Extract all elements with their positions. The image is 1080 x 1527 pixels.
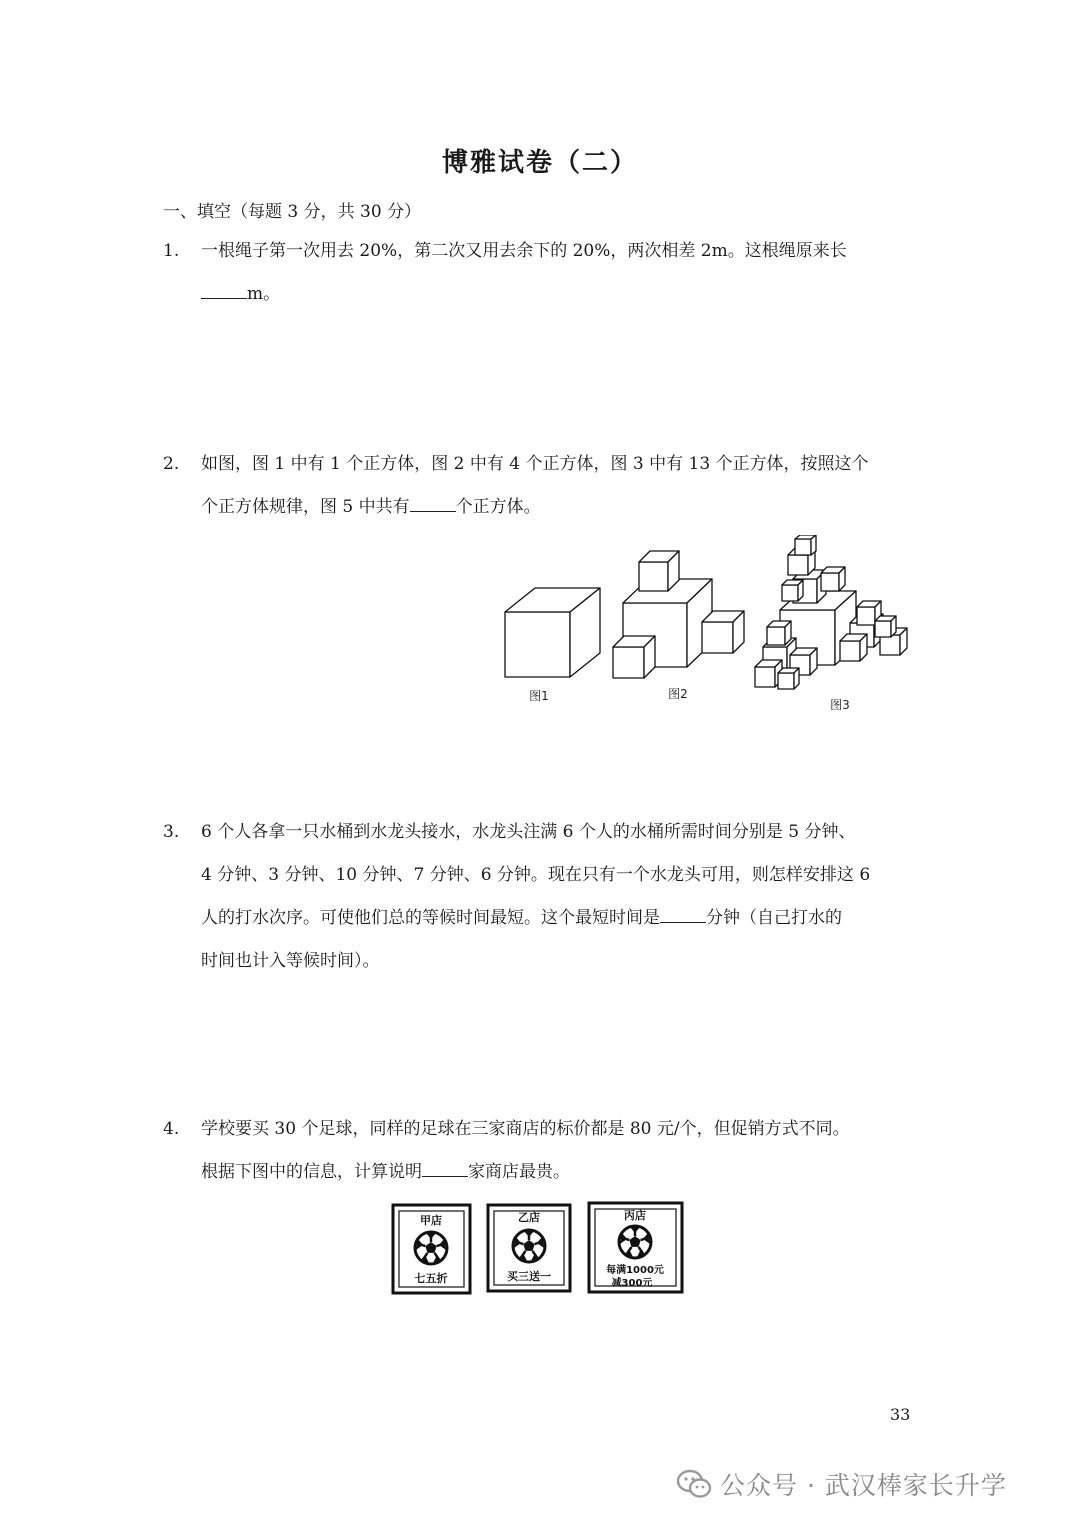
- cube-figures: [495, 535, 915, 715]
- figure-2-caption: 图2: [668, 687, 688, 701]
- wechat-icon: [676, 1468, 712, 1500]
- question-text: 时间也计入等候时间）。: [201, 951, 380, 971]
- question-text-line: [201, 897, 923, 940]
- question-text: 个正方体规律，图 5 中共有: [201, 497, 410, 517]
- question-text: 个正方体。: [455, 497, 541, 517]
- question-text-line: [201, 273, 923, 316]
- shop-signs: [390, 1200, 686, 1298]
- question-text: 6 个人各拿一只水桶到水龙头接水，水龙头注满 6 个人的水桶所需时间分别是 5 分钟、: [201, 822, 856, 842]
- answer-blank[interactable]: [422, 1159, 468, 1177]
- shop-promo: 减300元: [611, 1278, 653, 1289]
- question-text: 4 分钟、3 分钟、10 分钟、7 分钟、6 分钟。现在只有一个水龙头可用，则怎样安排这 6: [201, 865, 871, 885]
- figure-1-cube: [505, 588, 600, 677]
- question-text: 学校要买 30 个足球，同样的足球在三家商店的标价都是 80 元/个，但促销方式不同。: [201, 1119, 850, 1139]
- question-number: 2.: [163, 454, 180, 474]
- soccer-ball-icon: [415, 1232, 447, 1264]
- page-number: 33: [890, 1405, 911, 1424]
- shop-sign-jia: [393, 1205, 470, 1293]
- question-1: [163, 230, 923, 316]
- question-3: [163, 811, 923, 983]
- footer-watermark: [676, 1466, 1007, 1502]
- question-number: 1.: [163, 241, 180, 261]
- footer-text: 公众号 · 武汉棒家长升学: [720, 1471, 1007, 1500]
- section-heading: 一、填空（每题 3 分，共 30 分）: [163, 202, 422, 222]
- figure-3-cubes: [755, 535, 907, 689]
- figure-2-cubes: [613, 551, 744, 678]
- soccer-ball-icon: [619, 1226, 651, 1258]
- figure-3-caption: 图3: [830, 698, 850, 712]
- answer-blank[interactable]: [201, 281, 247, 299]
- shop-name: 乙店: [518, 1211, 540, 1224]
- question-2: [163, 443, 923, 529]
- question-4: [163, 1108, 923, 1194]
- question-text: 人的打水次序。可使他们总的等候时间最短。这个最短时间是: [201, 908, 660, 928]
- question-text: 根据下图中的信息，计算说明: [201, 1162, 422, 1182]
- question-text: 一根绳子第一次用去 20%，第二次又用去余下的 20%，两次相差 2m。这根绳原来长: [201, 241, 847, 261]
- question-text-line: [201, 486, 923, 529]
- question-text: m。: [247, 284, 281, 304]
- shop-name: 甲店: [420, 1214, 442, 1227]
- shop-sign-bing: [589, 1203, 682, 1292]
- question-number: 3.: [163, 822, 180, 842]
- shop-promo: 七五折: [414, 1272, 448, 1285]
- shop-name: 丙店: [624, 1209, 646, 1222]
- answer-blank[interactable]: [660, 905, 706, 923]
- figure-1-caption: 图1: [529, 689, 549, 703]
- answer-blank[interactable]: [410, 494, 456, 512]
- shop-promo: 买三送一: [507, 1270, 551, 1283]
- question-text: 分钟（自己打水的: [706, 908, 842, 928]
- question-text: 家商店最贵。: [468, 1162, 570, 1182]
- page-title: 博雅试卷（二）: [441, 148, 638, 178]
- question-text: 如图，图 1 中有 1 个正方体，图 2 中有 4 个正方体，图 3 中有 13 个正方体，按照这个: [201, 454, 869, 474]
- shop-promo: 每满1000元: [606, 1265, 664, 1276]
- question-number: 4.: [163, 1119, 180, 1139]
- soccer-ball-icon: [513, 1230, 545, 1262]
- question-text-line: [201, 1151, 923, 1194]
- shop-sign-yi: [488, 1205, 570, 1291]
